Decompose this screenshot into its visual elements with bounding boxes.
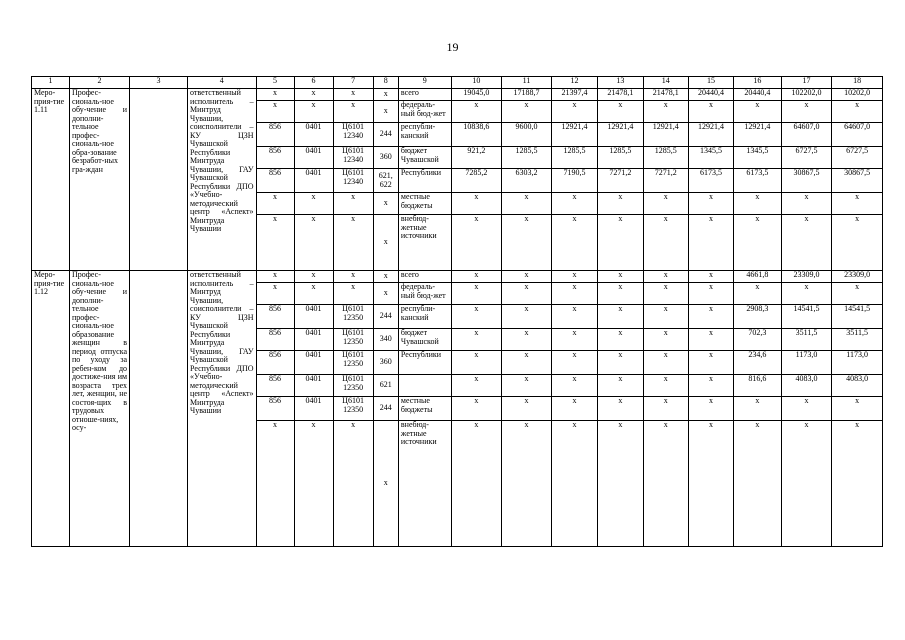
amount-cell: 1345,5 [688,147,733,169]
amount-cell: х [598,101,643,123]
expense-type-cell: 244 [373,397,398,421]
amount-cell: х [832,193,883,215]
section-cell: х [294,193,333,215]
amount-cell: х [643,421,688,547]
amount-cell: х [551,329,597,351]
target-article-cell: Ц6101 12340 [333,169,373,193]
amount-cell: 19045,0 [451,89,502,101]
section-cell: 0401 [294,147,333,169]
amount-cell: 6727,5 [832,147,883,169]
amount-cell: х [502,375,552,397]
header-cell: 9 [398,77,451,89]
responsible-cell: ответственный исполнитель – Минтруд Чувашии, соисполнители – КУ ЦЗН Чувашской Республики Минтруда Чувашии, ГАУ Чувашской Республики ДПО «Учебно-методический центр «Аспект» Минтруда Чувашии [188,271,257,547]
amount-cell: х [451,375,502,397]
amount-cell: х [688,215,733,271]
funding-source-cell: республи-канский [398,305,451,329]
section-cell: х [294,101,333,123]
funding-source-cell: внебюд-жетные источники [398,215,451,271]
amount-cell: 4083,0 [781,375,832,397]
grbs-cell: 856 [256,375,294,397]
expense-type-cell: х [373,193,398,215]
amount-cell: х [688,271,733,283]
amount-cell: х [734,397,781,421]
amount-cell: 20440,4 [688,89,733,101]
amount-cell: 921,2 [451,147,502,169]
amount-cell: 12921,4 [551,123,597,147]
funding-source-cell: всего [398,89,451,101]
amount-cell: х [451,271,502,283]
amount-cell: 12921,4 [688,123,733,147]
amount-cell: 1285,5 [643,147,688,169]
amount-cell: 1285,5 [551,147,597,169]
header-cell: 7 [333,77,373,89]
amount-cell: х [781,397,832,421]
section-cell: 0401 [294,169,333,193]
funding-source-cell: бюджет Чувашской [398,147,451,169]
amount-cell: 816,6 [734,375,781,397]
grbs-cell: х [256,283,294,305]
amount-cell: 2908,3 [734,305,781,329]
amount-cell: х [781,193,832,215]
amount-cell: х [551,215,597,271]
amount-cell: 1345,5 [734,147,781,169]
funding-source-cell: республи-канский [398,123,451,147]
amount-cell: 7271,2 [598,169,643,193]
amount-cell: 23309,0 [832,271,883,283]
amount-cell: х [643,193,688,215]
grbs-cell: х [256,89,294,101]
budget-table [31,76,883,547]
amount-cell: 10202,0 [832,89,883,101]
header-cell: 8 [373,77,398,89]
expense-type-cell: 621, 622 [373,169,398,193]
funding-source-cell: местные бюджеты [398,397,451,421]
column-number-row [32,77,883,89]
target-article-cell: Ц6101 12350 [333,397,373,421]
amount-cell: х [451,305,502,329]
section-cell: х [294,215,333,271]
amount-cell: х [598,351,643,375]
amount-cell: 64607,0 [832,123,883,147]
amount-cell: х [551,397,597,421]
amount-cell: х [598,421,643,547]
amount-cell: 1173,0 [781,351,832,375]
amount-cell: 14541,5 [781,305,832,329]
amount-cell: 6727,5 [781,147,832,169]
header-cell: 18 [832,77,883,89]
amount-cell: х [451,421,502,547]
header-cell: 14 [643,77,688,89]
target-article-cell: Ц6101 12350 [333,351,373,375]
header-cell: 17 [781,77,832,89]
amount-cell: х [598,193,643,215]
amount-cell: 6303,2 [502,169,552,193]
funding-source-cell: федераль-ный бюд-жет [398,283,451,305]
amount-cell: х [781,215,832,271]
amount-cell: х [734,421,781,547]
activity-code-cell: Меро-прия-тие 1.12 [32,271,70,547]
target-article-cell: Ц6101 12340 [333,147,373,169]
amount-cell: 17188,7 [502,89,552,101]
section-cell: 0401 [294,351,333,375]
target-article-cell: Ц6101 12350 [333,375,373,397]
amount-cell: х [502,215,552,271]
amount-cell: 234,6 [734,351,781,375]
grbs-cell: 856 [256,351,294,375]
expense-type-cell: 340 [373,329,398,351]
header-cell: 13 [598,77,643,89]
header-cell: 11 [502,77,552,89]
section-cell: 0401 [294,397,333,421]
amount-cell: 7271,2 [643,169,688,193]
amount-cell: х [502,351,552,375]
amount-cell: 12921,4 [598,123,643,147]
header-cell: 3 [130,77,188,89]
amount-cell: х [598,215,643,271]
amount-cell: 9600,0 [502,123,552,147]
expense-type-cell: 360 [373,351,398,375]
expense-type-cell: 244 [373,123,398,147]
page-number: 19 [446,40,459,54]
amount-cell: х [551,351,597,375]
amount-cell: х [551,101,597,123]
grbs-cell: 856 [256,123,294,147]
section-cell: х [294,89,333,101]
funding-source-cell: всего [398,271,451,283]
amount-cell: 1173,0 [832,351,883,375]
amount-cell: 64607,0 [781,123,832,147]
expense-type-cell: х [373,271,398,283]
amount-cell: 4083,0 [832,375,883,397]
grbs-cell: 856 [256,329,294,351]
amount-cell: х [502,397,552,421]
amount-cell: 4661,8 [734,271,781,283]
amount-cell: х [598,283,643,305]
amount-cell: х [502,329,552,351]
amount-cell: 21478,1 [598,89,643,101]
expense-type-cell: х [373,421,398,547]
funding-source-cell: бюджет Чувашской [398,329,451,351]
amount-cell: х [643,101,688,123]
amount-cell: х [688,421,733,547]
amount-cell: 30867,5 [781,169,832,193]
amount-cell: х [734,101,781,123]
header-cell: 15 [688,77,733,89]
amount-cell: х [551,375,597,397]
amount-cell: х [832,101,883,123]
section-cell: х [294,283,333,305]
amount-cell: 20440,4 [734,89,781,101]
section-cell: х [294,271,333,283]
table-row [32,271,883,283]
amount-cell: х [551,193,597,215]
amount-cell: х [688,193,733,215]
amount-cell: 3511,5 [832,329,883,351]
amount-cell: х [502,271,552,283]
amount-cell: х [643,271,688,283]
amount-cell: х [502,101,552,123]
section-cell: 0401 [294,375,333,397]
amount-cell: х [598,397,643,421]
amount-cell: 12921,4 [643,123,688,147]
amount-cell: х [451,283,502,305]
amount-cell: х [451,193,502,215]
amount-cell: х [688,351,733,375]
expense-type-cell: х [373,89,398,101]
amount-cell: 1285,5 [502,147,552,169]
header-cell: 4 [188,77,257,89]
grbs-cell: 856 [256,305,294,329]
amount-cell: 10838,6 [451,123,502,147]
amount-cell: х [451,329,502,351]
expense-type-cell: 621 [373,375,398,397]
amount-cell: 3511,5 [781,329,832,351]
amount-cell: х [832,283,883,305]
grbs-cell: 856 [256,169,294,193]
amount-cell: х [643,329,688,351]
amount-cell: 6173,5 [688,169,733,193]
target-article-cell: х [333,283,373,305]
section-cell: х [294,421,333,547]
header-cell: 2 [69,77,129,89]
amount-cell: х [643,283,688,305]
header-cell: 12 [551,77,597,89]
funding-source-cell: федераль-ный бюд-жет [398,101,451,123]
grbs-cell: х [256,215,294,271]
amount-cell: 102202,0 [781,89,832,101]
empty-cell [130,89,188,271]
amount-cell: х [832,397,883,421]
amount-cell: х [734,215,781,271]
expense-type-cell: 360 [373,147,398,169]
amount-cell: х [688,283,733,305]
amount-cell: х [502,305,552,329]
amount-cell: 1285,5 [598,147,643,169]
amount-cell: 21397,4 [551,89,597,101]
amount-cell: х [643,375,688,397]
amount-cell: х [451,397,502,421]
target-article-cell: Ц6101 12350 [333,305,373,329]
amount-cell: 12921,4 [734,123,781,147]
amount-cell: х [551,421,597,547]
amount-cell: 7285,2 [451,169,502,193]
amount-cell: 14541,5 [832,305,883,329]
header-cell: 6 [294,77,333,89]
amount-cell: х [643,215,688,271]
amount-cell: х [551,305,597,329]
amount-cell: х [451,101,502,123]
activity-name-cell: Профес-сиональ-ное обу-чение и дополни-тельное профес-сиональ-ное обра-зование безработ-ных гра-ждан [69,89,129,271]
amount-cell: х [688,101,733,123]
target-article-cell: Ц6101 12350 [333,329,373,351]
funding-source-cell: Республики [398,169,451,193]
expense-type-cell: х [373,101,398,123]
amount-cell: 21478,1 [643,89,688,101]
header-cell: 5 [256,77,294,89]
target-article-cell: х [333,89,373,101]
header-cell: 16 [734,77,781,89]
grbs-cell: х [256,101,294,123]
amount-cell: х [781,101,832,123]
amount-cell: х [598,329,643,351]
header-cell: 10 [451,77,502,89]
amount-cell: х [688,305,733,329]
amount-cell: х [643,397,688,421]
expense-type-cell: 244 [373,305,398,329]
amount-cell: х [643,351,688,375]
amount-cell: х [781,421,832,547]
amount-cell: х [551,283,597,305]
amount-cell: х [688,375,733,397]
empty-cell [130,271,188,547]
target-article-cell: х [333,101,373,123]
funding-source-cell: внебюд-жетные источники [398,421,451,547]
funding-source-cell: местные бюджеты [398,193,451,215]
amount-cell: х [598,271,643,283]
amount-cell: х [502,421,552,547]
amount-cell: х [643,305,688,329]
target-article-cell: х [333,193,373,215]
header-cell: 1 [32,77,70,89]
amount-cell: х [734,193,781,215]
section-cell: 0401 [294,305,333,329]
amount-cell: 7190,5 [551,169,597,193]
funding-source-cell: Республики [398,351,451,375]
amount-cell: х [451,351,502,375]
grbs-cell: х [256,193,294,215]
grbs-cell: 856 [256,397,294,421]
amount-cell: 6173,5 [734,169,781,193]
amount-cell: 30867,5 [832,169,883,193]
amount-cell: х [734,283,781,305]
activity-name-cell: Профес-сиональ-ное обу-чение и дополни-тельное профес-сиональ-ное образование женщин в период отпуска по уходу за ребен-ком до достиже-ния им возраста трех лет, женщин, не состоя-щих в трудовых отноше-ниях, осу- [69,271,129,547]
amount-cell: х [688,397,733,421]
grbs-cell: х [256,421,294,547]
target-article-cell: х [333,215,373,271]
expense-type-cell: х [373,283,398,305]
amount-cell: х [451,215,502,271]
amount-cell: х [502,193,552,215]
amount-cell: 702,3 [734,329,781,351]
target-article-cell: Ц6101 12340 [333,123,373,147]
expense-type-cell: х [373,215,398,271]
responsible-cell: ответственный исполнитель – Минтруд Чувашии, соисполнители – КУ ЦЗН Чувашской Республики Минтруда Чувашии, ГАУ Чувашской Республики ДПО «Учебно-методический центр «Аспект» Минтруда Чувашии [188,89,257,271]
amount-cell: 23309,0 [781,271,832,283]
target-article-cell: х [333,421,373,547]
target-article-cell: х [333,271,373,283]
grbs-cell: х [256,271,294,283]
amount-cell: х [598,375,643,397]
amount-cell: х [598,305,643,329]
amount-cell: х [832,421,883,547]
activity-code-cell: Меро-прия-тие 1.11 [32,89,70,271]
amount-cell: х [551,271,597,283]
amount-cell: х [781,283,832,305]
section-cell: 0401 [294,329,333,351]
grbs-cell: 856 [256,147,294,169]
amount-cell: х [502,283,552,305]
amount-cell: х [688,329,733,351]
section-cell: 0401 [294,123,333,147]
funding-source-cell [398,375,451,397]
table-row [32,89,883,101]
amount-cell: х [832,215,883,271]
